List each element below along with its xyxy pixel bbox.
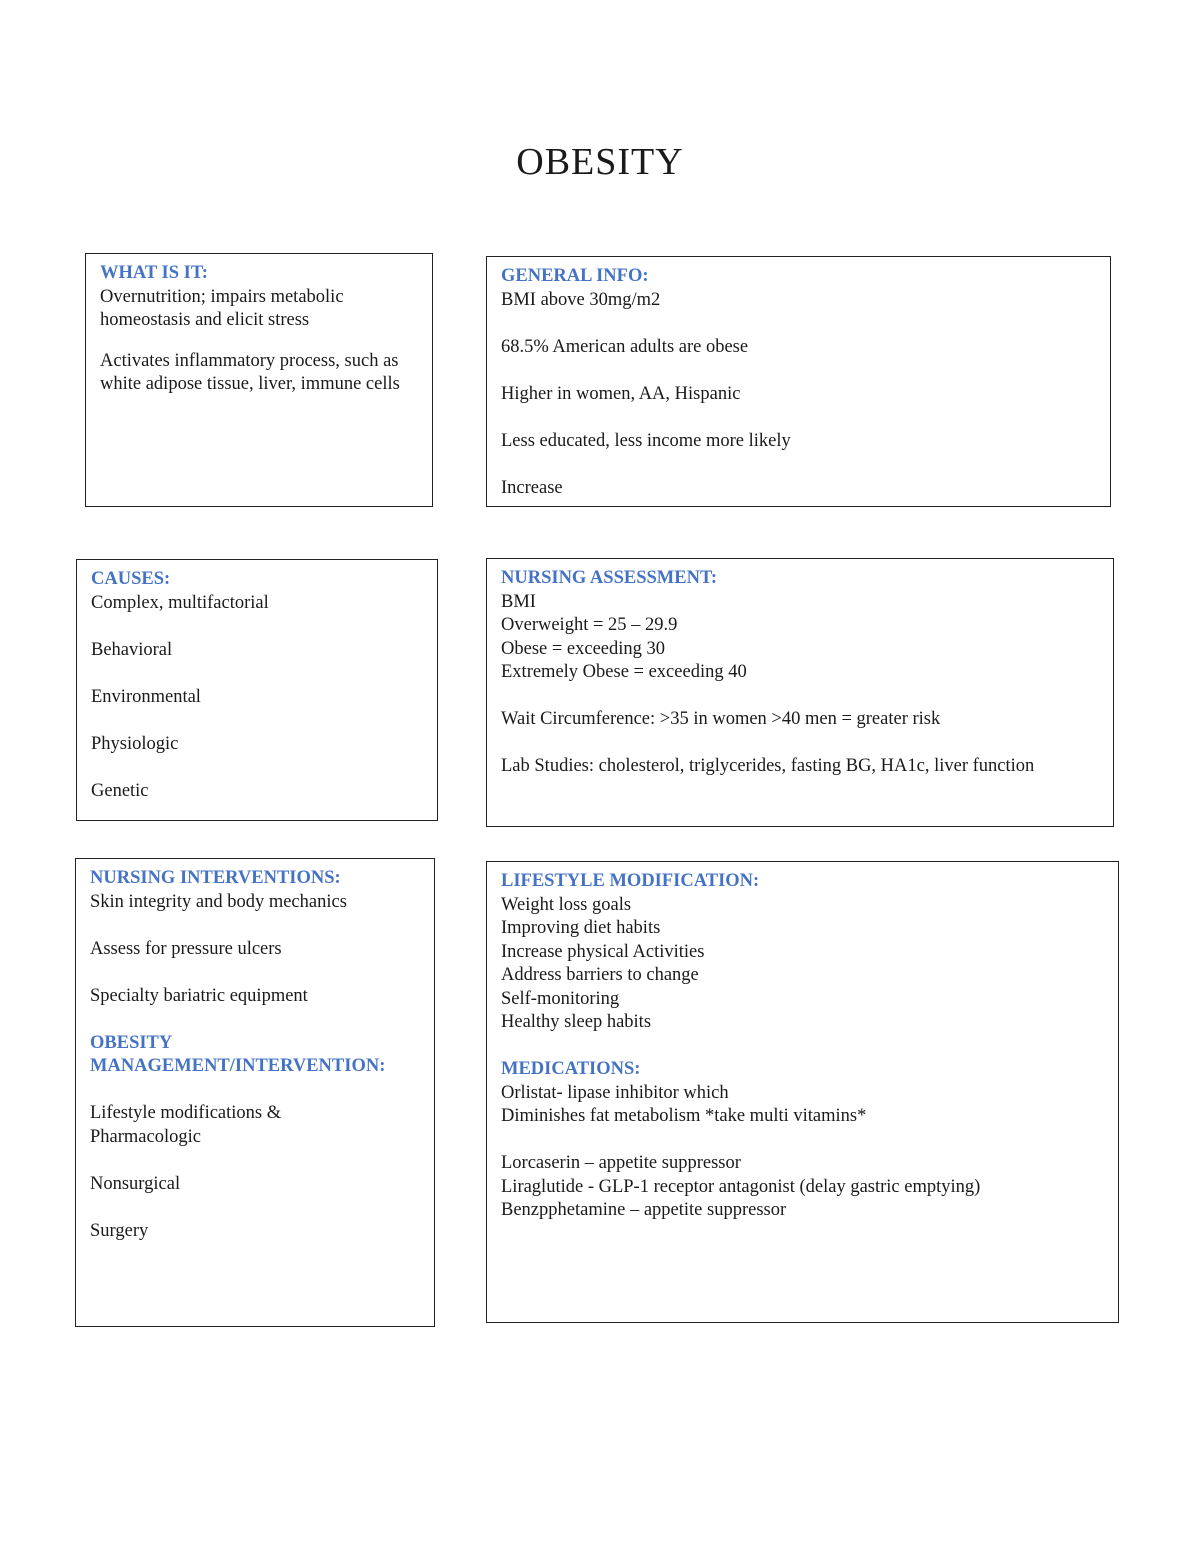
causes-heading: CAUSES: bbox=[91, 569, 171, 589]
general-info-item: Higher in women, AA, Hispanic bbox=[501, 383, 741, 404]
nursing-interventions-heading: NURSING INTERVENTIONS: bbox=[90, 868, 341, 888]
management-item: Surgery bbox=[90, 1220, 149, 1241]
lifestyle-item: Weight loss goals bbox=[501, 894, 632, 915]
bmi-line: Overweight = 25 – 29.9 bbox=[501, 615, 678, 635]
lifestyle-item: Increase physical Activities bbox=[501, 941, 705, 962]
lifestyle-item: Self-monitoring bbox=[501, 988, 620, 1009]
general-info-item: Less educated, less income more likely bbox=[501, 430, 791, 451]
management-item: Nonsurgical bbox=[90, 1173, 181, 1194]
intervention-item: Skin integrity and body mechanics bbox=[90, 891, 347, 912]
lifestyle-item: Healthy sleep habits bbox=[501, 1012, 652, 1032]
lifestyle-modification-heading: LIFESTYLE MODIFICATION: bbox=[501, 871, 760, 891]
medication-item: Liraglutide - GLP-1 receptor antagonist (delay gastric emptying) bbox=[501, 1176, 981, 1197]
general-info-heading: GENERAL INFO: bbox=[501, 266, 649, 286]
general-info-item: 68.5% American adults are obese bbox=[501, 336, 749, 357]
causes-item: Complex, multifactorial bbox=[91, 592, 269, 613]
management-item: Lifestyle modifications & Pharmacologic bbox=[90, 1103, 282, 1147]
lab-studies: Lab Studies: cholesterol, triglycerides, fasting BG, HA1c, liver function bbox=[501, 756, 1035, 776]
medication-item: Lorcaserin – appetite suppressor bbox=[501, 1153, 741, 1173]
general-info-item: BMI above 30mg/m2 bbox=[501, 289, 661, 310]
lifestyle-modification-box bbox=[486, 861, 1119, 1323]
bmi-line: Obese = exceeding 30 bbox=[501, 638, 666, 659]
lifestyle-item: Address barriers to change bbox=[501, 965, 699, 985]
causes-item: Physiologic bbox=[91, 733, 179, 754]
intervention-item: Specialty bariatric equipment bbox=[90, 985, 308, 1006]
intervention-item: Assess for pressure ulcers bbox=[90, 938, 282, 959]
nursing-assessment-box bbox=[486, 558, 1114, 827]
page-title: OBESITY bbox=[516, 141, 684, 183]
medication-item: Benzpphetamine – appetite suppressor bbox=[501, 1200, 787, 1220]
causes-item: Behavioral bbox=[91, 639, 173, 660]
causes-item: Genetic bbox=[91, 780, 149, 801]
causes-box bbox=[76, 559, 438, 821]
waist-circumference: Wait Circumference: >35 in women >40 men = greater risk bbox=[501, 709, 941, 729]
what-is-it-paragraph: Activates inflammatory process, such as white adipose tissue, liver, immune cells bbox=[100, 350, 400, 394]
medication-item: Diminishes fat metabolism *take multi vitamins* bbox=[501, 1106, 867, 1126]
what-is-it-heading: WHAT IS IT: bbox=[100, 263, 208, 283]
nursing-interventions-box bbox=[75, 858, 435, 1327]
what-is-it-paragraph: Overnutrition; impairs metabolic homeostasis and elicit stress bbox=[100, 286, 344, 330]
bmi-line: Extremely Obese = exceeding 40 bbox=[501, 662, 747, 682]
medications-heading: MEDICATIONS: bbox=[501, 1059, 641, 1079]
general-info-box bbox=[486, 256, 1111, 507]
obesity-management-heading: OBESITY MANAGEMENT/INTERVENTION: bbox=[90, 1032, 386, 1076]
general-info-item: Increase bbox=[501, 477, 563, 498]
causes-item: Environmental bbox=[91, 686, 201, 707]
bmi-line: BMI bbox=[501, 591, 536, 612]
medication-item: Orlistat- lipase inhibitor which bbox=[501, 1082, 729, 1103]
what-is-it-box bbox=[85, 253, 433, 507]
lifestyle-item: Improving diet habits bbox=[501, 918, 661, 938]
nursing-assessment-heading: NURSING ASSESSMENT: bbox=[501, 568, 718, 588]
